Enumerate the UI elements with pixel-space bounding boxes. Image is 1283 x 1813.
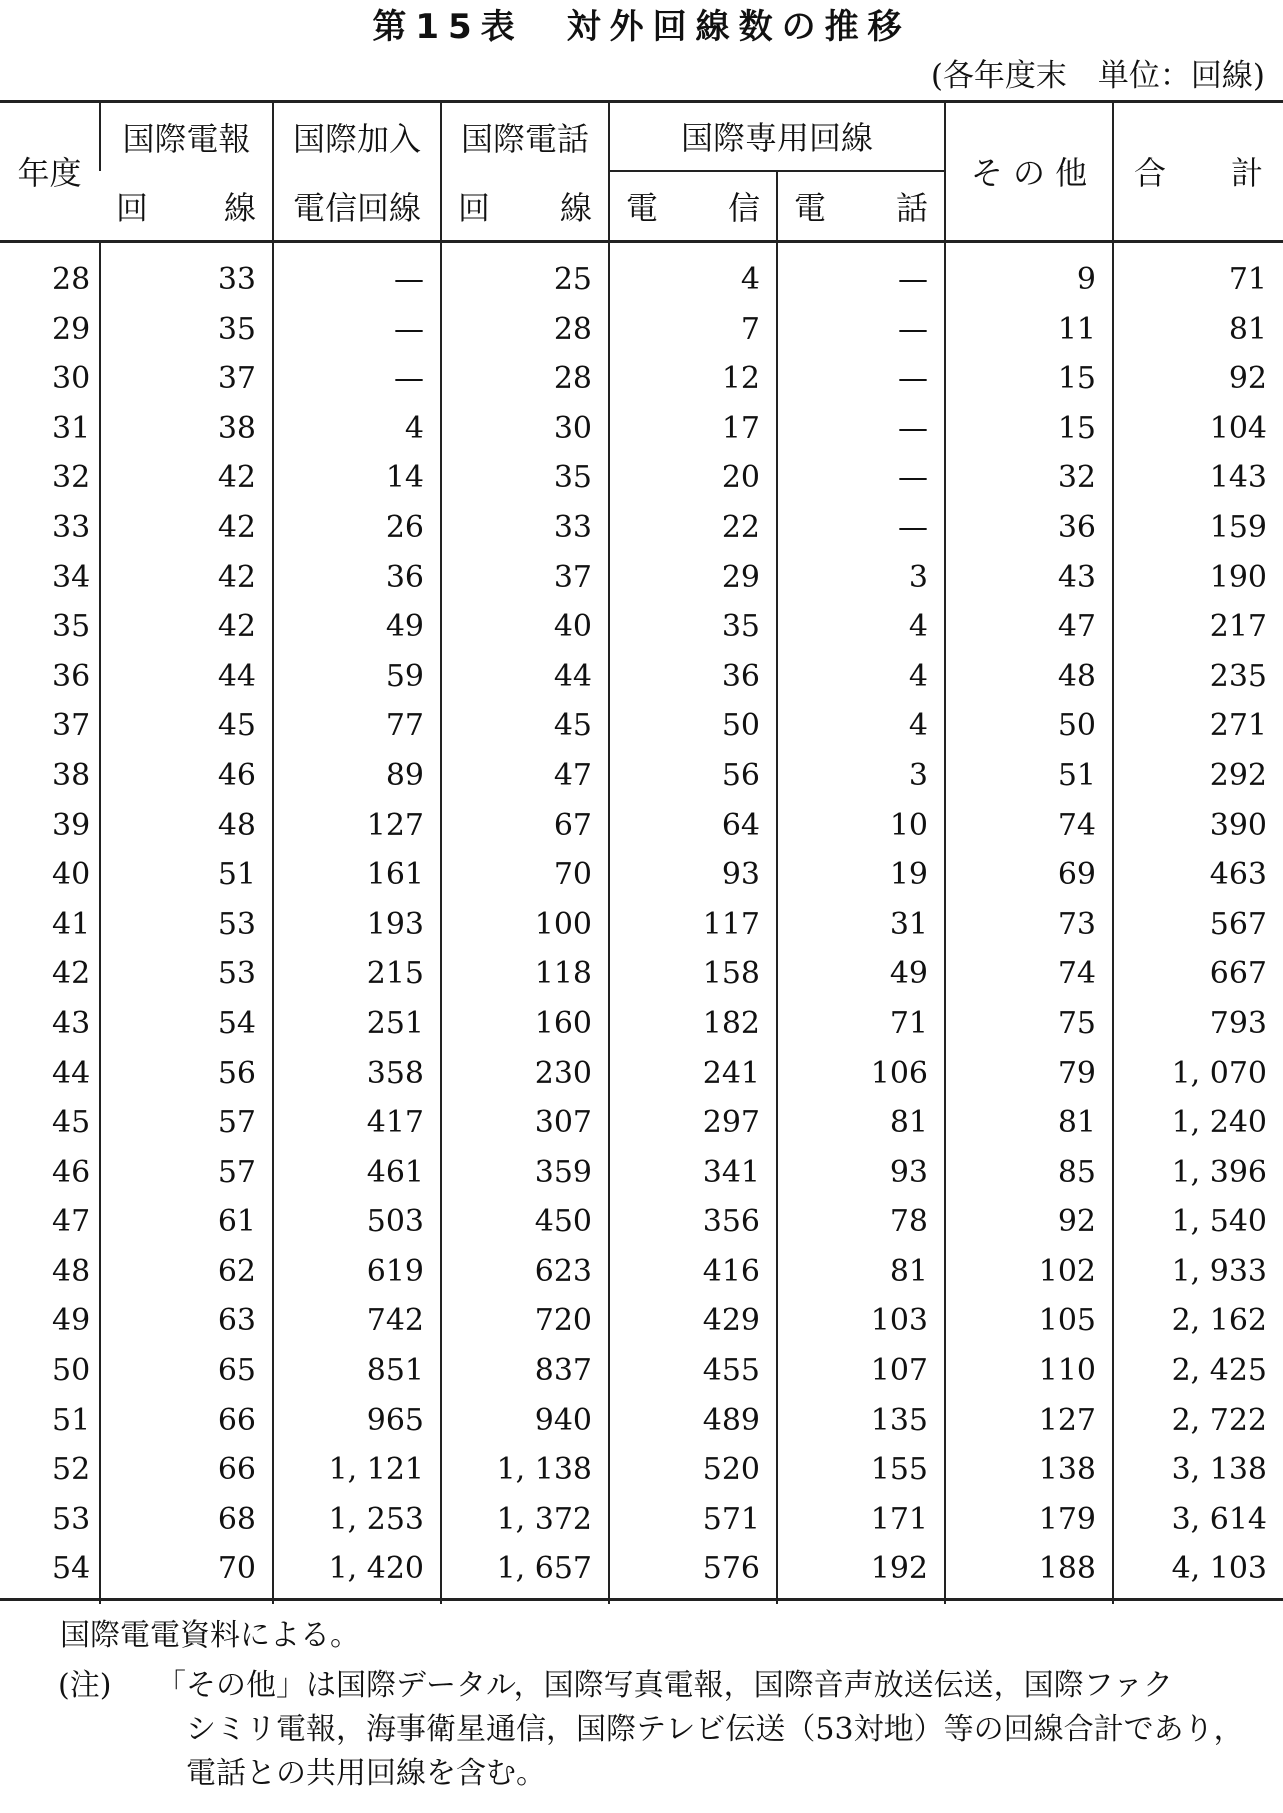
table-cell: 358 (273, 1049, 441, 1099)
table-cell: 73 (945, 900, 1113, 950)
table-cell: 35 (100, 305, 273, 355)
table-cell: 81 (945, 1098, 1113, 1148)
table-cell: 43 (945, 553, 1113, 603)
table-cell: 102 (945, 1247, 1113, 1297)
table-cell: 623 (441, 1247, 609, 1297)
table-cell: 3, 138 (1113, 1445, 1283, 1495)
table-cell: 251 (273, 999, 441, 1049)
row-year: 46 (52, 1154, 91, 1190)
table-row (0, 999, 1283, 1049)
table-cell: 89 (273, 751, 441, 801)
table-cell: 53 (100, 949, 273, 999)
table-cell: 78 (777, 1197, 945, 1247)
table-cell: 1, 933 (1113, 1247, 1283, 1297)
table-cell: 1, 121 (273, 1445, 441, 1495)
table-cell: 81 (777, 1247, 945, 1297)
row-year: 43 (52, 1005, 91, 1041)
table-cell: 1, 657 (441, 1544, 609, 1604)
table-cell: 74 (945, 801, 1113, 851)
table-cell: 45 (441, 701, 609, 751)
header-telegraph-bottom-b: 線 (223, 188, 256, 227)
table-cell: 66 (100, 1396, 273, 1446)
row-year: 49 (52, 1303, 91, 1339)
table-cell: 103 (777, 1296, 945, 1346)
table-cell: 4 (777, 602, 945, 652)
table-cell: 36 (945, 503, 1113, 553)
row-year: 44 (52, 1055, 91, 1091)
table-cell: 793 (1113, 999, 1283, 1049)
table-cell: 217 (1113, 602, 1283, 652)
table-cell: 138 (945, 1445, 1113, 1495)
table-cell: 69 (945, 850, 1113, 900)
table-cell: 20 (609, 453, 777, 503)
table-row (0, 553, 1283, 603)
table-cell: 107 (777, 1346, 945, 1396)
table-cell: 188 (945, 1544, 1113, 1604)
table-cell: 57 (100, 1098, 273, 1148)
table-cell: 93 (777, 1148, 945, 1198)
table-cell: 85 (945, 1148, 1113, 1198)
row-year: 41 (52, 906, 91, 942)
table-body (0, 242, 1283, 1605)
table-cell: — (777, 242, 945, 305)
table-cell: 42 (100, 553, 273, 603)
row-year: 28 (52, 262, 91, 297)
table-cell: 29 (609, 553, 777, 603)
table-cell: 49 (777, 949, 945, 999)
table-row (0, 404, 1283, 454)
table-cell: — (777, 404, 945, 454)
row-year: 29 (52, 311, 91, 347)
row-year: 45 (52, 1105, 91, 1141)
footnote-line-2: シミリ電報，海事衛星通信，国際テレビ伝送（53対地）等の回線合計であり， (186, 1712, 1244, 1747)
table-cell: 81 (777, 1098, 945, 1148)
table-cell: 15 (945, 404, 1113, 454)
table-cell: 271 (1113, 701, 1283, 751)
table-bottom-rule (0, 1598, 1283, 1601)
row-year: 40 (52, 857, 91, 893)
table-cell: 851 (273, 1346, 441, 1396)
table-cell: 92 (1113, 354, 1283, 404)
table-cell: 171 (777, 1495, 945, 1545)
table-cell: 100 (441, 900, 609, 950)
table-cell: 54 (100, 999, 273, 1049)
table-cell: 46 (100, 751, 273, 801)
table-cell: 44 (100, 652, 273, 702)
table-cell: 33 (100, 242, 273, 305)
table-cell: 292 (1113, 751, 1283, 801)
table-cell: 127 (945, 1396, 1113, 1446)
table-cell: 47 (441, 751, 609, 801)
header-phone-bottom (441, 171, 609, 242)
table-cell: 192 (777, 1544, 945, 1604)
header-leased-telegraph (609, 171, 777, 242)
table-row (0, 801, 1283, 851)
header-leased-telegraph-a: 電 (626, 189, 659, 227)
table-cell: 28 (441, 305, 609, 355)
table-cell: 93 (609, 850, 777, 900)
header-telex-top: 国際加入 (273, 102, 441, 171)
table-cell: 70 (100, 1544, 273, 1604)
table-row (0, 701, 1283, 751)
table-row (0, 1049, 1283, 1099)
table-cell: 390 (1113, 801, 1283, 851)
table-cell: 32 (945, 453, 1113, 503)
table-cell: 837 (441, 1346, 609, 1396)
header-total-b: 計 (1231, 154, 1264, 192)
row-year: 38 (52, 757, 91, 793)
table-cell: 42 (100, 453, 273, 503)
table-cell: 77 (273, 701, 441, 751)
table-cell: 65 (100, 1346, 273, 1396)
table-cell: 12 (609, 354, 777, 404)
table-cell: 3, 614 (1113, 1495, 1283, 1545)
table-cell: 2, 162 (1113, 1296, 1283, 1346)
table-cell: 3 (777, 553, 945, 603)
table-cell: 70 (441, 850, 609, 900)
table-cell: 455 (609, 1346, 777, 1396)
header-telegraph-bottom (100, 171, 273, 242)
row-year: 34 (52, 559, 91, 595)
table-cell: 571 (609, 1495, 777, 1545)
table-cell: 4 (777, 701, 945, 751)
table-row (0, 354, 1283, 404)
table-cell: 4 (273, 404, 441, 454)
table-cell: — (273, 354, 441, 404)
header-leased-telegraph-b: 信 (727, 189, 760, 227)
table-cell: 75 (945, 999, 1113, 1049)
table-cell: 359 (441, 1148, 609, 1198)
table-cell: 341 (609, 1148, 777, 1198)
table-cell: 1, 253 (273, 1495, 441, 1545)
table-cell: 155 (777, 1445, 945, 1495)
table-cell: 503 (273, 1197, 441, 1247)
table-cell: 59 (273, 652, 441, 702)
table-cell: 38 (100, 404, 273, 454)
header-phone-bottom-a: 回 (458, 188, 491, 227)
table-cell: 33 (441, 503, 609, 553)
table-cell: 105 (945, 1296, 1113, 1346)
table-row (0, 503, 1283, 553)
table-cell: 81 (1113, 305, 1283, 355)
row-year: 33 (52, 509, 91, 545)
table-cell: 57 (100, 1148, 273, 1198)
table-cell: 158 (609, 949, 777, 999)
table-row (0, 602, 1283, 652)
table-row (0, 1296, 1283, 1346)
table-cell: 104 (1113, 404, 1283, 454)
table-cell: 297 (609, 1098, 777, 1148)
table-cell: 3 (777, 751, 945, 801)
header-leased-phone-a: 電 (794, 189, 827, 227)
table-cell: 26 (273, 503, 441, 553)
footnote-line-1: 「その他」は国際データル，国際写真電報，国際音声放送伝送，国際ファク (156, 1668, 1173, 1703)
table-cell: 44 (441, 652, 609, 702)
table-cell: 56 (100, 1049, 273, 1099)
table-row (0, 1197, 1283, 1247)
table-cell: 42 (100, 602, 273, 652)
header-leased-phone-b: 話 (896, 189, 929, 227)
table-cell: 51 (945, 751, 1113, 801)
source-note: 国際電電資料による。 (60, 1618, 360, 1653)
table-row (0, 1148, 1283, 1198)
header-phone-bottom-b: 線 (559, 188, 592, 227)
header-telex-bottom: 電信回線 (273, 171, 441, 242)
table-cell: 25 (441, 242, 609, 305)
table-cell: 35 (441, 453, 609, 503)
table-cell: 215 (273, 949, 441, 999)
table-cell: 2, 425 (1113, 1346, 1283, 1396)
table-cell: — (777, 503, 945, 553)
table-cell: 49 (273, 602, 441, 652)
table-cell: 68 (100, 1495, 273, 1545)
table-cell: 742 (273, 1296, 441, 1346)
table-cell: 489 (609, 1396, 777, 1446)
table-cell: 50 (945, 701, 1113, 751)
table-cell: 143 (1113, 453, 1283, 503)
table-cell: 56 (609, 751, 777, 801)
table-row (0, 242, 1283, 305)
table-cell: 47 (945, 602, 1113, 652)
table-cell: 48 (945, 652, 1113, 702)
header-year: 年度 (0, 102, 100, 242)
table-cell: 307 (441, 1098, 609, 1148)
table-cell: 67 (441, 801, 609, 851)
table-row (0, 305, 1283, 355)
table-row (0, 1098, 1283, 1148)
table-cell: 14 (273, 453, 441, 503)
header-leased-phone (777, 171, 945, 242)
table-cell: 179 (945, 1495, 1113, 1545)
header-telegraph-bottom-a: 回 (116, 188, 149, 227)
table-cell: 667 (1113, 949, 1283, 999)
table-row (0, 652, 1283, 702)
table-cell: 567 (1113, 900, 1283, 950)
table-cell: 36 (273, 553, 441, 603)
row-year: 30 (52, 361, 91, 397)
table-cell: 2, 722 (1113, 1396, 1283, 1446)
table-cell: 45 (100, 701, 273, 751)
footnote-label: (注) (58, 1668, 112, 1703)
row-year: 47 (52, 1204, 91, 1240)
row-year: 48 (52, 1253, 91, 1289)
header-telegraph-top: 国際電報 (100, 102, 273, 171)
table-cell: 182 (609, 999, 777, 1049)
table-row (0, 1346, 1283, 1396)
table-cell: 63 (100, 1296, 273, 1346)
row-year: 39 (52, 807, 91, 843)
table-cell: 35 (609, 602, 777, 652)
table-cell: 66 (100, 1445, 273, 1495)
footnote (58, 1664, 1268, 1796)
table-cell: 4, 103 (1113, 1544, 1283, 1604)
table-cell: 64 (609, 801, 777, 851)
row-year: 32 (52, 460, 91, 496)
table-row (0, 1396, 1283, 1446)
table-cell: 417 (273, 1098, 441, 1148)
table-cell: — (777, 354, 945, 404)
table-cell: — (777, 305, 945, 355)
row-year: 37 (52, 708, 91, 744)
table-row (0, 453, 1283, 503)
table-cell: 235 (1113, 652, 1283, 702)
row-year: 50 (52, 1353, 91, 1389)
row-year: 31 (52, 410, 91, 446)
table-row (0, 1445, 1283, 1495)
table-cell: 4 (777, 652, 945, 702)
table-cell: 42 (100, 503, 273, 553)
header-total-a: 合 (1134, 154, 1167, 192)
table-cell: 1, 240 (1113, 1098, 1283, 1148)
table-cell: 48 (100, 801, 273, 851)
table-cell: 37 (441, 553, 609, 603)
table-cell: 30 (441, 404, 609, 454)
table-cell: 416 (609, 1247, 777, 1297)
table-cell: 1, 070 (1113, 1049, 1283, 1099)
table-cell: 135 (777, 1396, 945, 1446)
table-cell: 71 (777, 999, 945, 1049)
table-cell: — (273, 305, 441, 355)
table-cell: 193 (273, 900, 441, 950)
table-cell: 50 (609, 701, 777, 751)
table-cell: 4 (609, 242, 777, 305)
table-cell: 1, 138 (441, 1445, 609, 1495)
row-year: 51 (52, 1402, 91, 1438)
table-cell: 161 (273, 850, 441, 900)
unit-note: (各年度末 単位：回線) (930, 58, 1265, 94)
table-cell: 11 (945, 305, 1113, 355)
table-cell: 241 (609, 1049, 777, 1099)
table-cell: 1, 372 (441, 1495, 609, 1545)
table-cell: 127 (273, 801, 441, 851)
table-cell: 576 (609, 1544, 777, 1604)
table-cell: 74 (945, 949, 1113, 999)
table-cell: 53 (100, 900, 273, 950)
table-cell: 36 (609, 652, 777, 702)
table-cell: 19 (777, 850, 945, 900)
circuits-table (0, 102, 1283, 1604)
row-year: 42 (52, 956, 91, 992)
row-year: 35 (52, 609, 91, 645)
table-cell: 15 (945, 354, 1113, 404)
table-cell: 230 (441, 1049, 609, 1099)
table-row (0, 751, 1283, 801)
table-cell: 17 (609, 404, 777, 454)
table-cell: 1, 420 (273, 1544, 441, 1604)
table-cell: 1, 540 (1113, 1197, 1283, 1247)
table-cell: 463 (1113, 850, 1283, 900)
header-phone-top: 国際電話 (441, 102, 609, 171)
table-cell: 356 (609, 1197, 777, 1247)
table-cell: 10 (777, 801, 945, 851)
table-cell: 159 (1113, 503, 1283, 553)
table-cell: 37 (100, 354, 273, 404)
table-cell: 40 (441, 602, 609, 652)
header-leased-group: 国際専用回線 (609, 102, 945, 171)
table-cell: 61 (100, 1197, 273, 1247)
table-cell: 31 (777, 900, 945, 950)
table-cell: 51 (100, 850, 273, 900)
table-cell: — (273, 242, 441, 305)
table-cell: 62 (100, 1247, 273, 1297)
table-cell: 28 (441, 354, 609, 404)
row-year: 54 (52, 1551, 91, 1587)
table-cell: 429 (609, 1296, 777, 1346)
table-cell: 79 (945, 1049, 1113, 1099)
table-cell: 520 (609, 1445, 777, 1495)
table-cell: 110 (945, 1346, 1113, 1396)
row-year: 36 (52, 658, 91, 694)
footnote-line-3: 電話との共用回線を含む。 (186, 1756, 546, 1791)
table-cell: 940 (441, 1396, 609, 1446)
table-cell: 7 (609, 305, 777, 355)
table-row (0, 1495, 1283, 1545)
table-cell: 22 (609, 503, 777, 553)
row-year: 52 (52, 1452, 91, 1488)
table-row (0, 1544, 1283, 1604)
table-cell: 1, 396 (1113, 1148, 1283, 1198)
table-cell: 71 (1113, 242, 1283, 305)
table-cell: 118 (441, 949, 609, 999)
table-cell: 106 (777, 1049, 945, 1099)
page-title: 第15表 対外回線数の推移 (372, 7, 911, 47)
table-cell: 720 (441, 1296, 609, 1346)
table-row (0, 900, 1283, 950)
table-cell: 117 (609, 900, 777, 950)
header-other: そ の 他 (945, 102, 1113, 242)
header-total (1113, 102, 1283, 242)
table-cell: 461 (273, 1148, 441, 1198)
row-year: 53 (52, 1501, 91, 1537)
table-cell: 160 (441, 999, 609, 1049)
table-cell: 450 (441, 1197, 609, 1247)
table-cell: — (777, 453, 945, 503)
table-row (0, 850, 1283, 900)
table-cell: 92 (945, 1197, 1113, 1247)
table-cell: 190 (1113, 553, 1283, 603)
table-cell: 9 (945, 242, 1113, 305)
table-row (0, 949, 1283, 999)
table-cell: 965 (273, 1396, 441, 1446)
table-row (0, 1247, 1283, 1297)
table-cell: 619 (273, 1247, 441, 1297)
